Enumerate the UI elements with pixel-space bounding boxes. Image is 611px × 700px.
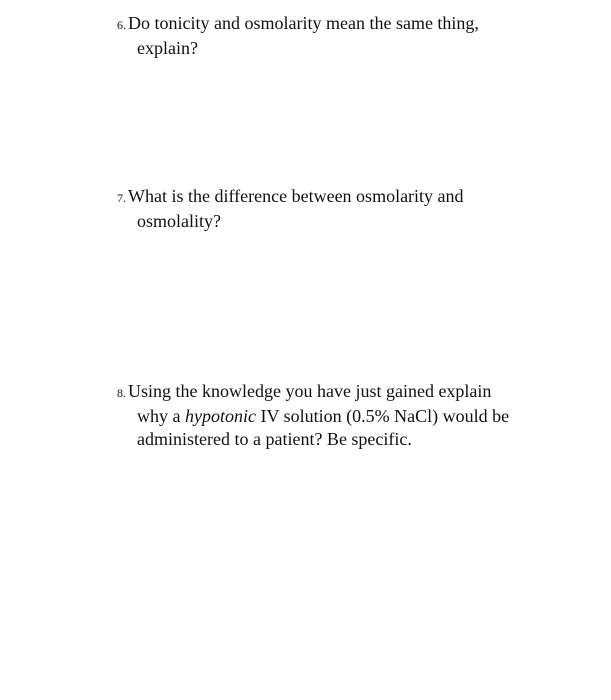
question-7-number: 7. <box>117 191 126 205</box>
question-6 <box>117 12 557 60</box>
question-8-line-2 <box>117 405 557 428</box>
question-8-line-1 <box>117 380 557 405</box>
question-7-line-1 <box>117 185 557 210</box>
question-7 <box>117 185 557 233</box>
question-6-text-2: explain? <box>137 38 198 58</box>
question-8-text-2b: IV solution (0.5% NaCl) would be <box>255 406 510 426</box>
question-7-text-1: What is the difference between osmolarity and <box>128 186 464 206</box>
question-6-number: 6. <box>117 18 126 32</box>
question-8-text-3: administered to a patient? Be specific. <box>137 429 412 449</box>
question-8 <box>117 380 557 451</box>
question-7-text-2: osmolality? <box>137 211 221 231</box>
question-8-number: 8. <box>117 386 126 400</box>
question-8-emphasis-hypotonic: hypotonic <box>185 406 256 426</box>
question-6-line-1 <box>117 12 557 37</box>
question-8-text-1: Using the knowledge you have just gained explain <box>128 381 492 401</box>
question-8-text-2a: why a <box>137 406 185 426</box>
question-6-text-1: Do tonicity and osmolarity mean the same thing, <box>128 13 479 33</box>
